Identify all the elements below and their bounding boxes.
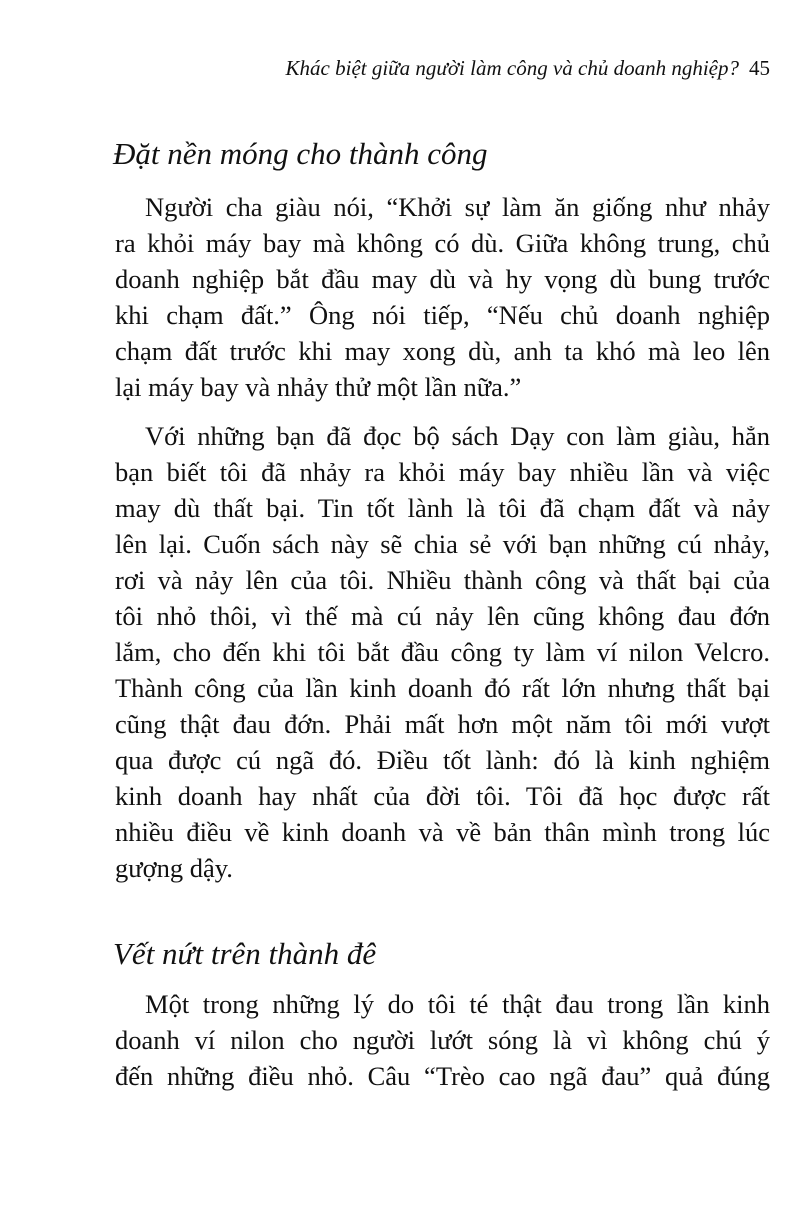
page-number: 45 (749, 56, 770, 80)
paragraph (115, 189, 770, 405)
text-line: gượng dậy. (115, 853, 233, 883)
text-line: Thành công của lần kinh doanh đó rất lớn nhưng thất bại (115, 673, 770, 703)
text-line: tôi nhỏ thôi, vì thế mà cú nảy lên cũng không đau đớn (115, 601, 770, 631)
text-line: Người cha giàu nói, “Khởi sự làm ăn giống như nhảy (145, 192, 770, 222)
text-line: ra khỏi máy bay mà không có dù. Giữa không trung, chủ (115, 228, 770, 258)
text-line: doanh ví nilon cho người lướt sóng là vì không chú ý (115, 1025, 770, 1055)
section-heading: Đặt nền móng cho thành công (113, 136, 488, 171)
section-heading: Vết nứt trên thành đê (113, 936, 377, 971)
running-header (286, 56, 770, 81)
text-line: khi chạm đất.” Ông nói tiếp, “Nếu chủ doanh nghiệp (115, 300, 770, 330)
text-line: rơi và nảy lên của tôi. Nhiều thành công và thất bại của (115, 565, 770, 595)
text-line: Với những bạn đã đọc bộ sách Dạy con làm giàu, hẳn (145, 421, 770, 451)
text-line: kinh doanh hay nhất của đời tôi. Tôi đã học được rất (115, 781, 770, 811)
text-line: lên lại. Cuốn sách này sẽ chia sẻ với bạn những cú nhảy, (115, 529, 770, 559)
text-line: đến những điều nhỏ. Câu “Trèo cao ngã đau” quả đúng (115, 1061, 770, 1091)
text-line: may dù thất bại. Tin tốt lành là tôi đã chạm đất và nảy (115, 493, 770, 523)
text-line: chạm đất trước khi may xong dù, anh ta khó mà leo lên (115, 336, 770, 366)
text-line: lại máy bay và nhảy thử một lần nữa.” (115, 372, 522, 402)
running-title: Khác biệt giữa người làm công và chủ doanh nghiệp? (285, 56, 739, 80)
text-line: lắm, cho đến khi tôi bắt đầu công ty làm ví nilon Velcro. (115, 637, 770, 667)
paragraph (115, 986, 770, 1094)
text-line: nhiều điều về kinh doanh và về bản thân mình trong lúc (115, 817, 770, 847)
text-line: qua được cú ngã đó. Điều tốt lành: đó là kinh nghiệm (115, 745, 770, 775)
paragraph (115, 418, 770, 886)
text-line: cũng thật đau đớn. Phải mất hơn một năm tôi mới vượt (115, 709, 770, 739)
text-line: doanh nghiệp bắt đầu may dù và hy vọng dù bung trước (115, 264, 770, 294)
text-line: Một trong những lý do tôi té thật đau trong lần kinh (145, 989, 770, 1019)
text-line: bạn biết tôi đã nhảy ra khỏi máy bay nhiều lần và việc (115, 457, 770, 487)
